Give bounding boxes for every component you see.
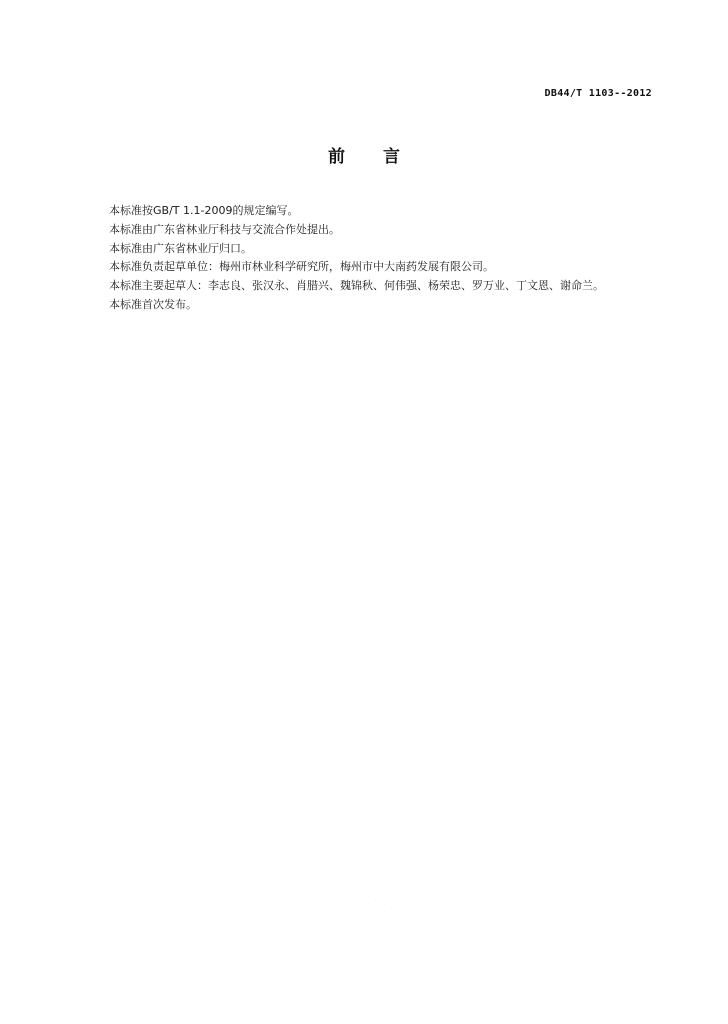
watermark: · · · · · · · · · · · · · [333,876,398,915]
foreword-body [109,202,669,315]
paragraph-proposer: 本标准由广东省林业厅科技与交流合作处提出。 [109,222,340,236]
standard-code: DB44/T 1103--2012 [544,88,652,99]
title-char-2: 言 [383,147,400,167]
paragraph-drafting-rules: 本标准按GB/T 1.1-2009的规定编写。 [109,204,299,217]
title-char-1: 前 [328,147,345,167]
section-title [0,142,728,167]
paragraph-administrator: 本标准由广东省林业厅归口。 [109,241,252,255]
paragraph-drafting-units: 本标准负责起草单位：梅州市林业科学研究所，梅州市中大南药发展有限公司。 [109,260,494,274]
paragraph-first-release: 本标准首次发布。 [109,297,197,311]
paragraph-drafters: 本标准主要起草人：李志良、张汉永、肖腊兴、魏锦秋、何伟强、杨荣忠、罗万业、丁文恩、谢命兰。 [109,279,604,293]
